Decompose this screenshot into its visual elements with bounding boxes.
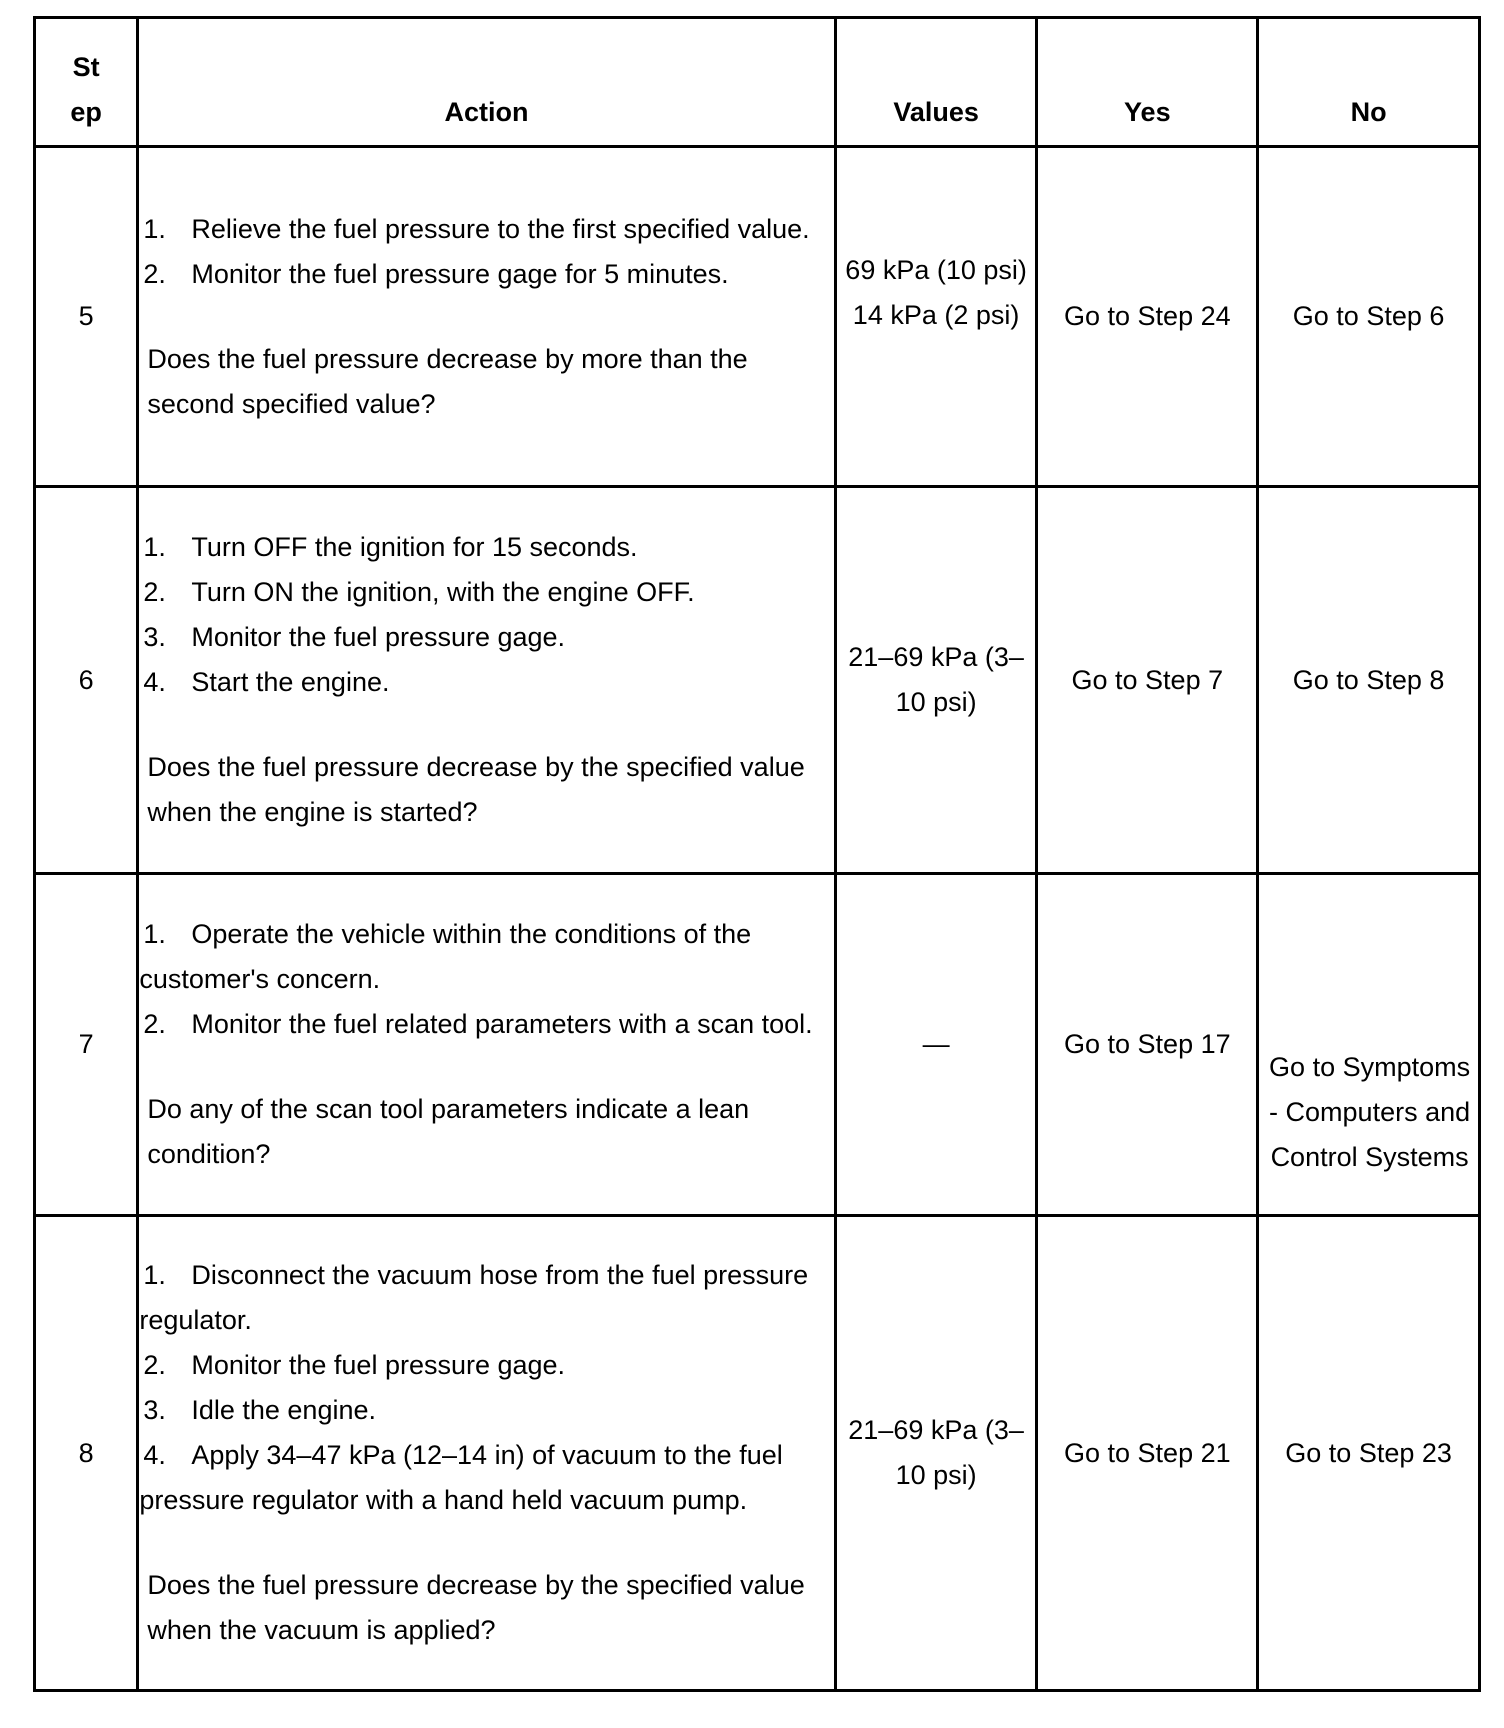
values-cell: 21–69 kPa (3–10 psi) bbox=[835, 487, 1037, 874]
action-item bbox=[139, 570, 833, 615]
action-item bbox=[139, 1433, 833, 1523]
action-num: 1. bbox=[143, 1260, 166, 1290]
action-text: Turn OFF the ignition for 15 seconds. bbox=[191, 532, 638, 562]
table-row bbox=[35, 487, 1480, 874]
action-text: Monitor the fuel pressure gage. bbox=[191, 1350, 566, 1380]
no-cell: Go to Step 8 bbox=[1258, 487, 1480, 874]
header-yes: Yes bbox=[1037, 18, 1258, 147]
action-num: 1. bbox=[143, 213, 166, 244]
question-text: Does the fuel pressure decrease by more than the second specified value? bbox=[147, 343, 748, 419]
action-text: Disconnect the vacuum hose from the fuel pressure regulator. bbox=[139, 1260, 809, 1335]
action-text: Apply 34–47 kPa (12–14 in) of vacuum to the fuel pressure regulator with a hand held vacuum pump. bbox=[139, 1440, 783, 1515]
step-number: 8 bbox=[35, 1216, 138, 1691]
header-row bbox=[35, 18, 1480, 147]
yes-cell: Go to Step 21 bbox=[1037, 1216, 1258, 1691]
header-values: Values bbox=[835, 18, 1037, 147]
action-item bbox=[139, 660, 833, 705]
no-cell: Go to Symptoms - Computers and Control Systems bbox=[1258, 874, 1480, 1216]
header-action: Action bbox=[138, 18, 835, 147]
action-num: 1. bbox=[143, 919, 166, 949]
yes-cell: Go to Step 24 bbox=[1037, 147, 1258, 487]
question-text: Do any of the scan tool parameters indicate a lean condition? bbox=[147, 1094, 750, 1169]
action-item bbox=[139, 615, 833, 660]
step-number: 5 bbox=[35, 147, 138, 487]
action-num: 3. bbox=[143, 622, 166, 652]
header-no: No bbox=[1258, 18, 1480, 147]
values-cell: 21–69 kPa (3–10 psi) bbox=[835, 1216, 1037, 1691]
action-item bbox=[139, 207, 833, 252]
action-num: 2. bbox=[143, 577, 166, 607]
action-text: Idle the engine. bbox=[191, 1395, 376, 1425]
action-cell bbox=[138, 1216, 835, 1691]
action-text: Monitor the fuel pressure gage. bbox=[191, 622, 566, 652]
action-item bbox=[139, 252, 833, 297]
action-item bbox=[139, 1343, 833, 1388]
question-text: Does the fuel pressure decrease by the specified value when the vacuum is applied? bbox=[147, 1570, 805, 1645]
header-step: St ep bbox=[35, 18, 138, 147]
action-item bbox=[139, 525, 833, 570]
action-num: 2. bbox=[143, 1350, 166, 1380]
action-num: 2. bbox=[143, 258, 166, 289]
action-text: Monitor the fuel related parameters with a scan tool. bbox=[191, 1009, 813, 1039]
action-text: Operate the vehicle within the conditions of the customer's concern. bbox=[139, 919, 752, 994]
action-item bbox=[139, 912, 833, 1002]
values-cell: 69 kPa (10 psi) 14 kPa (2 psi) bbox=[835, 147, 1037, 487]
table-row bbox=[35, 874, 1480, 1216]
action-num: 4. bbox=[143, 667, 166, 697]
no-cell: Go to Step 6 bbox=[1258, 147, 1480, 487]
action-num: 1. bbox=[143, 532, 166, 562]
step-number: 7 bbox=[35, 874, 138, 1216]
action-item bbox=[139, 1002, 833, 1047]
yes-cell: Go to Step 17 bbox=[1037, 874, 1258, 1216]
values-cell: — bbox=[835, 874, 1037, 1216]
action-cell bbox=[138, 147, 835, 487]
action-num: 4. bbox=[143, 1440, 166, 1470]
diagnostic-table bbox=[33, 16, 1481, 1692]
action-item bbox=[139, 1388, 833, 1433]
action-num: 3. bbox=[143, 1395, 166, 1425]
table-row bbox=[35, 147, 1480, 487]
action-text: Turn ON the ignition, with the engine OFF. bbox=[191, 577, 695, 607]
action-text: Monitor the fuel pressure gage for 5 minutes. bbox=[191, 258, 729, 289]
action-num: 2. bbox=[143, 1009, 166, 1039]
yes-cell: Go to Step 7 bbox=[1037, 487, 1258, 874]
question-text: Does the fuel pressure decrease by the specified value when the engine is started? bbox=[147, 752, 805, 827]
action-text: Start the engine. bbox=[191, 667, 390, 697]
no-cell: Go to Step 23 bbox=[1258, 1216, 1480, 1691]
action-cell bbox=[138, 487, 835, 874]
step-number: 6 bbox=[35, 487, 138, 874]
action-item bbox=[139, 1253, 833, 1343]
action-text: Relieve the fuel pressure to the first specified value. bbox=[191, 213, 810, 244]
table-row bbox=[35, 1216, 1480, 1691]
action-cell bbox=[138, 874, 835, 1216]
